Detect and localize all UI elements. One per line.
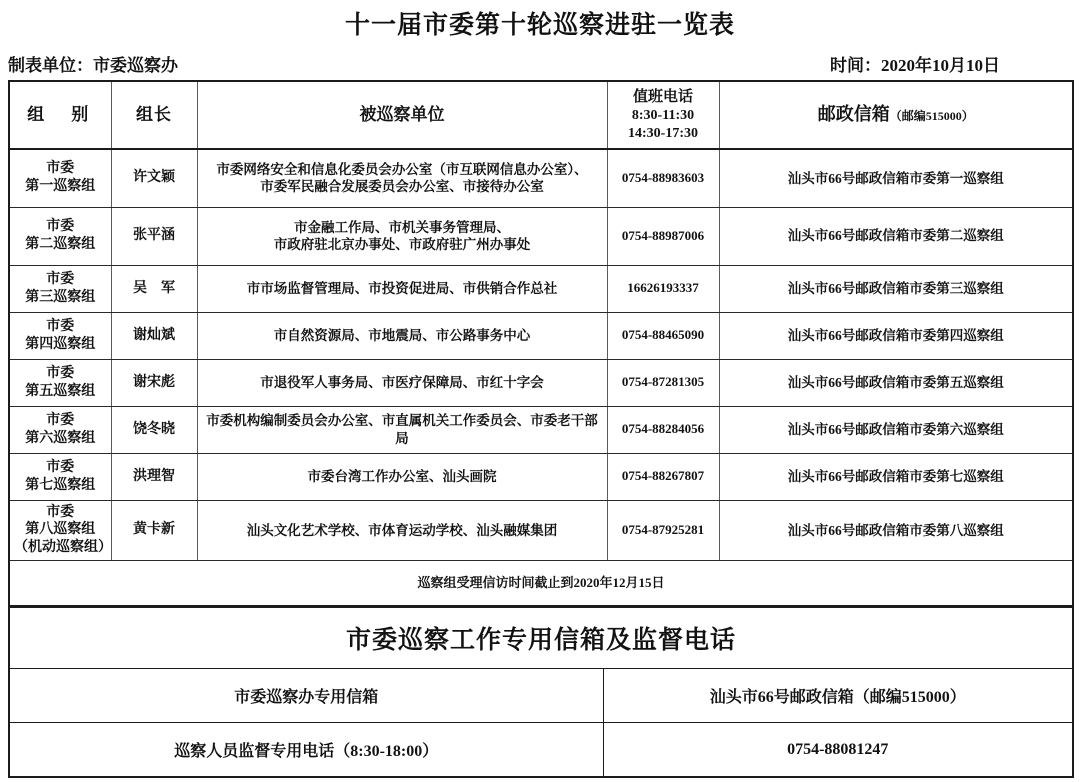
cell-unit	[197, 453, 607, 500]
unit-line-1: 市市场监督管理局、市投资促进局、市供销合作总社	[246, 280, 558, 296]
table-row	[9, 406, 1073, 453]
contact-label-hotline: 巡察人员监督专用电话（8:30-18:00）	[9, 723, 603, 778]
mailbox-header-main: 邮政信箱	[817, 104, 890, 125]
cell-unit	[197, 149, 607, 207]
cell-phone: 0754-87281305	[607, 359, 719, 406]
group-line-2: 第四巡察组	[25, 336, 96, 352]
document-meta	[0, 41, 1080, 80]
cell-phone: 0754-87925281	[607, 500, 719, 561]
column-header-phone	[607, 81, 719, 149]
table-body	[9, 149, 1073, 606]
table-row	[9, 453, 1073, 500]
group-line-1: 市委	[46, 504, 75, 520]
cell-leader: 洪理智	[111, 453, 197, 500]
column-header-leader: 组长	[111, 81, 197, 149]
unit-line-1: 市委台湾工作办公室、汕头画院	[307, 468, 497, 484]
unit-line-2: 市政府驻北京办事处、市政府驻广州办事处	[273, 237, 531, 252]
group-line-2: 第五巡察组	[25, 383, 96, 399]
phone-header-line-1: 值班电话	[632, 88, 693, 105]
cell-mailbox: 汕头市66号邮政信箱市委第一巡察组	[719, 149, 1073, 207]
unit-line-1: 汕头文化艺术学校、市体育运动学校、汕头融媒集团	[246, 522, 558, 538]
document-date: 时间：2020年10月10日	[830, 56, 1000, 75]
group-line-1: 市委	[46, 318, 75, 334]
cell-group	[9, 406, 111, 453]
cell-group	[9, 207, 111, 265]
contact-label-mailbox: 市委巡察办专用信箱	[9, 669, 603, 723]
group-line-2: 第八巡察组	[25, 522, 96, 538]
group-line-2: 第六巡察组	[25, 430, 96, 446]
cell-leader: 许文颖	[111, 149, 197, 207]
cell-unit	[197, 500, 607, 561]
cell-phone: 0754-88465090	[607, 312, 719, 359]
cell-mailbox: 汕头市66号邮政信箱市委第六巡察组	[719, 406, 1073, 453]
table-container	[0, 80, 1080, 778]
group-line-2: 第一巡察组	[25, 179, 96, 195]
cell-group	[9, 312, 111, 359]
contact-row	[9, 669, 1073, 723]
cell-group	[9, 265, 111, 312]
contact-table	[8, 607, 1074, 778]
cell-leader: 谢灿斌	[111, 312, 197, 359]
column-header-group: 组 别	[9, 81, 111, 149]
contact-banner: 市委巡察工作专用信箱及监督电话	[9, 608, 1073, 669]
phone-header-line-2: 8:30-11:30	[631, 107, 695, 123]
cell-unit	[197, 359, 607, 406]
table-row	[9, 500, 1073, 561]
cell-phone: 0754-88284056	[607, 406, 719, 453]
cell-mailbox: 汕头市66号邮政信箱市委第七巡察组	[719, 453, 1073, 500]
column-header-mailbox	[719, 81, 1073, 149]
group-line-1: 市委	[46, 271, 75, 287]
group-line-1: 市委	[46, 412, 75, 428]
table-header	[9, 81, 1073, 149]
cell-mailbox: 汕头市66号邮政信箱市委第八巡察组	[719, 500, 1073, 561]
contact-value-hotline: 0754-88081247	[603, 723, 1073, 778]
group-line-1: 市委	[46, 219, 75, 235]
notice-row	[9, 561, 1073, 607]
table-row	[9, 359, 1073, 406]
cell-group	[9, 149, 111, 207]
table-row	[9, 149, 1073, 207]
page-title: 十一届市委第十轮巡察进驻一览表	[344, 12, 735, 39]
notice-text: 巡察组受理信访时间截止到2020年12月15日	[9, 561, 1073, 607]
cell-unit	[197, 207, 607, 265]
cell-phone: 0754-88267807	[607, 453, 719, 500]
unit-line-1: 市委网络安全和信息化委员会办公室（市互联网信息办公室）、	[216, 161, 588, 177]
cell-leader: 黄卡新	[111, 500, 197, 561]
group-line-2: 第三巡察组	[25, 289, 96, 305]
group-line-3: （机动巡察组）	[14, 540, 112, 556]
phone-header-line-3: 14:30-17:30	[628, 125, 698, 141]
group-line-2: 第二巡察组	[25, 237, 96, 252]
cell-phone: 0754-88987006	[607, 207, 719, 265]
cell-leader: 张平涵	[111, 207, 197, 265]
cell-unit	[197, 312, 607, 359]
prepared-by: 制表单位：市委巡察办	[8, 56, 178, 75]
cell-unit	[197, 406, 607, 453]
cell-group	[9, 453, 111, 500]
table-row	[9, 312, 1073, 359]
cell-leader: 谢宋彪	[111, 359, 197, 406]
table-row	[9, 207, 1073, 265]
inspection-table	[8, 80, 1074, 607]
unit-line-1: 市金融工作局、市机关事务管理局、	[294, 219, 510, 235]
table-header-row	[9, 81, 1073, 149]
group-line-1: 市委	[46, 459, 75, 475]
unit-line-2: 市委军民融合发展委员会办公室、市接待办公室	[260, 179, 544, 195]
cell-unit	[197, 265, 607, 312]
cell-leader: 吴 军	[111, 265, 197, 312]
contact-banner-row	[9, 608, 1073, 669]
cell-mailbox: 汕头市66号邮政信箱市委第三巡察组	[719, 265, 1073, 312]
cell-group	[9, 359, 111, 406]
cell-group	[9, 500, 111, 561]
cell-phone: 16626193337	[607, 265, 719, 312]
contact-value-mailbox: 汕头市66号邮政信箱（邮编515000）	[603, 669, 1073, 723]
cell-mailbox: 汕头市66号邮政信箱市委第五巡察组	[719, 359, 1073, 406]
column-header-unit: 被巡察单位	[197, 81, 607, 149]
cell-mailbox: 汕头市66号邮政信箱市委第二巡察组	[719, 207, 1073, 265]
mailbox-header-postcode: （邮编515000）	[889, 109, 974, 124]
group-line-1: 市委	[46, 161, 75, 177]
table-row	[9, 265, 1073, 312]
cell-mailbox: 汕头市66号邮政信箱市委第四巡察组	[719, 312, 1073, 359]
unit-line-1: 市自然资源局、市地震局、市公路事务中心	[273, 327, 531, 343]
unit-line-1: 市退役军人事务局、市医疗保障局、市红十字会	[260, 374, 544, 390]
contact-row	[9, 723, 1073, 778]
group-line-1: 市委	[46, 365, 75, 381]
group-line-2: 第七巡察组	[25, 477, 96, 493]
cell-leader: 饶冬晓	[111, 406, 197, 453]
unit-line-1: 市委机构编制委员会办公室、市直属机关工作委员会、市委老干部局	[206, 413, 598, 446]
cell-phone: 0754-88983603	[607, 149, 719, 207]
